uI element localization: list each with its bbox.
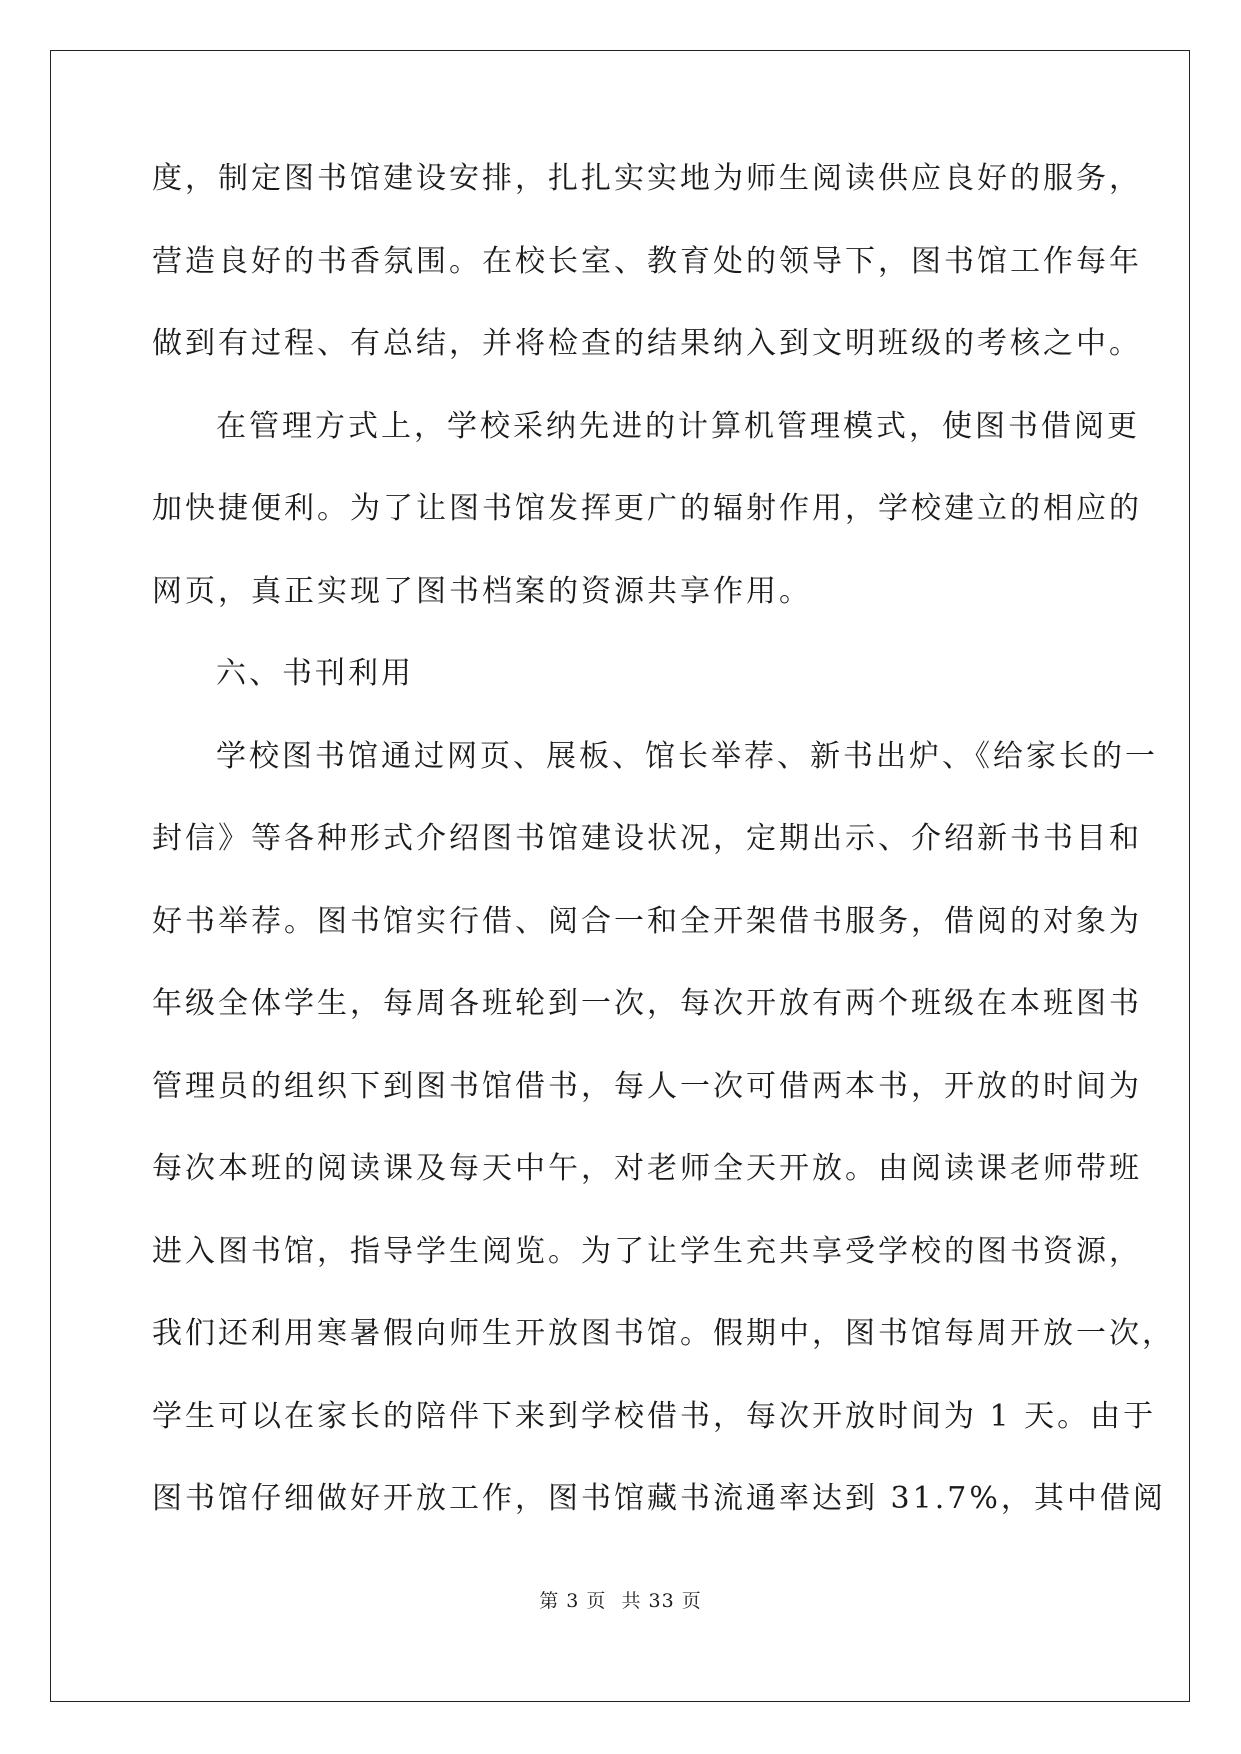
text-line: 网页，真正实现了图书档案的资源共享作用。 [152,573,812,609]
page-footer [0,1586,1241,1613]
text-line: 营造良好的书香氛围。在校长室、教育处的领导下，图书馆工作每年 [152,243,1142,279]
text-line: 学生可以在家长的陪伴下来到学校借书，每次开放时间为 1 天。由于 [152,1398,1157,1434]
text-line: 做到有过程、有总结，并将检查的结果纳入到文明班级的考核之中。 [152,326,1142,361]
text-line: 每次本班的阅读课及每天中午，对老师全天开放。由阅读课老师带班 [152,1151,1142,1186]
text-line: 好书举荐。图书馆实行借、阅合一和全开架借书服务，借阅的对象为 [152,903,1142,939]
text-line: 度，制定图书馆建设安排，扎扎实实地为师生阅读供应良好的服务， [152,161,1142,196]
total-pages: 共 33 页 [621,1590,702,1612]
text-line: 年级全体学生，每周各班轮到一次，每次开放有两个班级在本班图书 [152,986,1142,1021]
text-line: 封信》等各种形式介绍图书馆建设状况，定期出示、介绍新书书目和 [152,821,1142,856]
paragraph-start-line: 学校图书馆通过网页、展板、馆长举荐、新书出炉、《给家长的一 [216,738,1158,774]
section-heading: 六、书刊利用 [216,656,414,691]
page-number: 第 3 页 [539,1590,607,1612]
paragraph-start-line: 在管理方式上，学校采纳先进的计算机管理模式，使图书借阅更 [216,408,1140,444]
text-line: 我们还利用寒暑假向师生开放图书馆。假期中，图书馆每周开放一次， [152,1316,1175,1351]
document-body [152,138,1175,1541]
text-line: 加快捷便利。为了让图书馆发挥更广的辐射作用，学校建立的相应的 [152,491,1142,526]
text-line: 进入图书馆，指导学生阅览。为了让学生充共享受学校的图书资源， [152,1233,1142,1269]
text-line: 图书馆仔细做好开放工作，图书馆藏书流通率达到 31.7%，其中借阅 [152,1481,1166,1516]
text-line: 管理员的组织下到图书馆借书，每人一次可借两本书，开放的时间为 [152,1068,1142,1104]
